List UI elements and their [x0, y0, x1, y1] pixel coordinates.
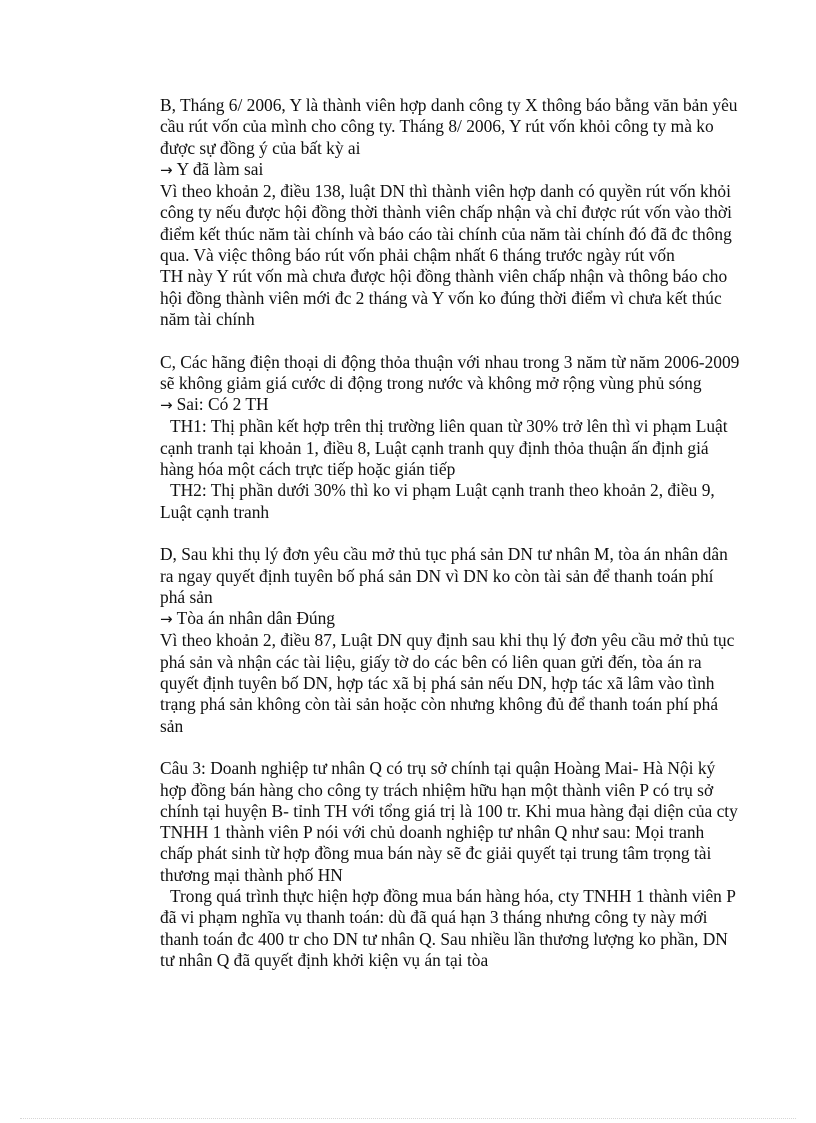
question-c: C, Các hãng điện thoại di động thỏa thuận với nhau trong 3 năm từ năm 2006-2009 sẽ không giảm giá cước di động trong nước và không mở rộng vùng phủ sóng — [160, 351, 740, 393]
paragraph-gap — [160, 523, 740, 544]
right-arrow-icon: → — [160, 396, 173, 415]
answer-c-text: Sai: Có 2 TH — [176, 394, 269, 415]
case-c-2: TH2: Thị phần dưới 30% thì ko vi phạm Luật cạnh tranh theo khoản 2, điều 9, Luật cạnh tranh — [160, 480, 715, 522]
case-c-1: TH1: Thị phần kết hợp trên thị trường liên quan từ 30% trở lên thì vi phạm Luật cạnh tranh tại khoản 1, điều 8, Luật cạnh tranh quy định thỏa thuận ấn định giá hàng hóa một cách trực tiếp hoặc gián tiếp — [160, 416, 728, 480]
reason-b-1: Vì theo khoản 2, điều 138, luật DN thì thành viên hợp danh có quyền rút vốn khỏi công ty nếu được hội đồng thời thành viên chấp nhận và chỉ được rút vốn vào thời điểm kết thúc năm tài chính và báo cáo tài chính của năm tài chính đó đã đc thông qua. Và việc thông báo rút vốn phải chậm nhất 6 tháng trước ngày rút vốn — [160, 181, 732, 266]
right-arrow-icon: → — [160, 160, 173, 179]
answer-d-text: Tòa án nhân dân Đúng — [176, 608, 335, 629]
question-b: B, Tháng 6/ 2006, Y là thành viên hợp danh công ty X thông báo bằng văn bản yêu cầu rút vốn của mình cho công ty. Tháng 8/ 2006, Y rút vốn khỏi công ty mà ko được sự đồng ý của bất kỳ ai — [160, 95, 738, 158]
answer-b — [160, 159, 740, 181]
page-bottom-divider — [20, 1118, 796, 1119]
right-arrow-icon: → — [160, 610, 173, 629]
question-d: D, Sau khi thụ lý đơn yêu cầu mở thủ tục phá sản DN tư nhân M, tòa án nhân dân ra ngay quyết định tuyên bố phá sản DN vì DN ko còn tài sản để thanh toán phí phá sản — [160, 544, 728, 607]
answer-c — [160, 394, 740, 416]
paragraph-gap — [160, 737, 740, 758]
answer-d — [160, 608, 740, 630]
document-body — [160, 95, 740, 971]
question-3-detail: Trong quá trình thực hiện hợp đồng mua bán hàng hóa, cty TNHH 1 thành viên P đã vi phạm nghĩa vụ thanh toán: dù đã quá hạn 3 tháng nhưng công ty này mới thanh toán đc 400 tr cho DN tư nhân Q. Sau nhiều lần thương lượng ko phần, DN tư nhân Q đã quyết định khởi kiện vụ án tại tòa — [160, 885, 736, 970]
reason-d: Vì theo khoản 2, điều 87, Luật DN quy định sau khi thụ lý đơn yêu cầu mở thủ tục phá sản và nhận các tài liệu, giấy tờ do các bên có liên quan gửi đến, tòa án ra quyết định tuyên bố DN, hợp tác xã bị phá sản nếu DN, hợp tác xã lâm vào tình trạng phá sản không còn tài sản hoặc còn nhưng không đủ để thanh toán phí phá sản — [160, 630, 735, 736]
question-3-intro: Câu 3: Doanh nghiệp tư nhân Q có trụ sở chính tại quận Hoàng Mai- Hà Nội ký hợp đồng bán hàng cho công ty trách nhiệm hữu hạn một thành viên P có trụ sở chính tại huyện B- tỉnh TH với tổng giá trị là 100 tr. Khi mua hàng đại diện của cty TNHH 1 thành viên P nói với chủ doanh nghiệp tư nhân Q như sau: Mọi tranh chấp phát sinh từ hợp đồng mua bán này sẽ đc giải quyết tại trung tâm trọng tài thương mại thành phố HN — [160, 758, 738, 885]
reason-b-2: TH này Y rút vốn mà chưa được hội đồng thành viên chấp nhận và thông báo cho hội đồng thành viên mới đc 2 tháng và Y vốn ko đúng thời điểm vì chưa kết thúc năm tài chính — [160, 266, 728, 329]
answer-b-text: Y đã làm sai — [176, 158, 264, 179]
paragraph-gap — [160, 330, 740, 351]
